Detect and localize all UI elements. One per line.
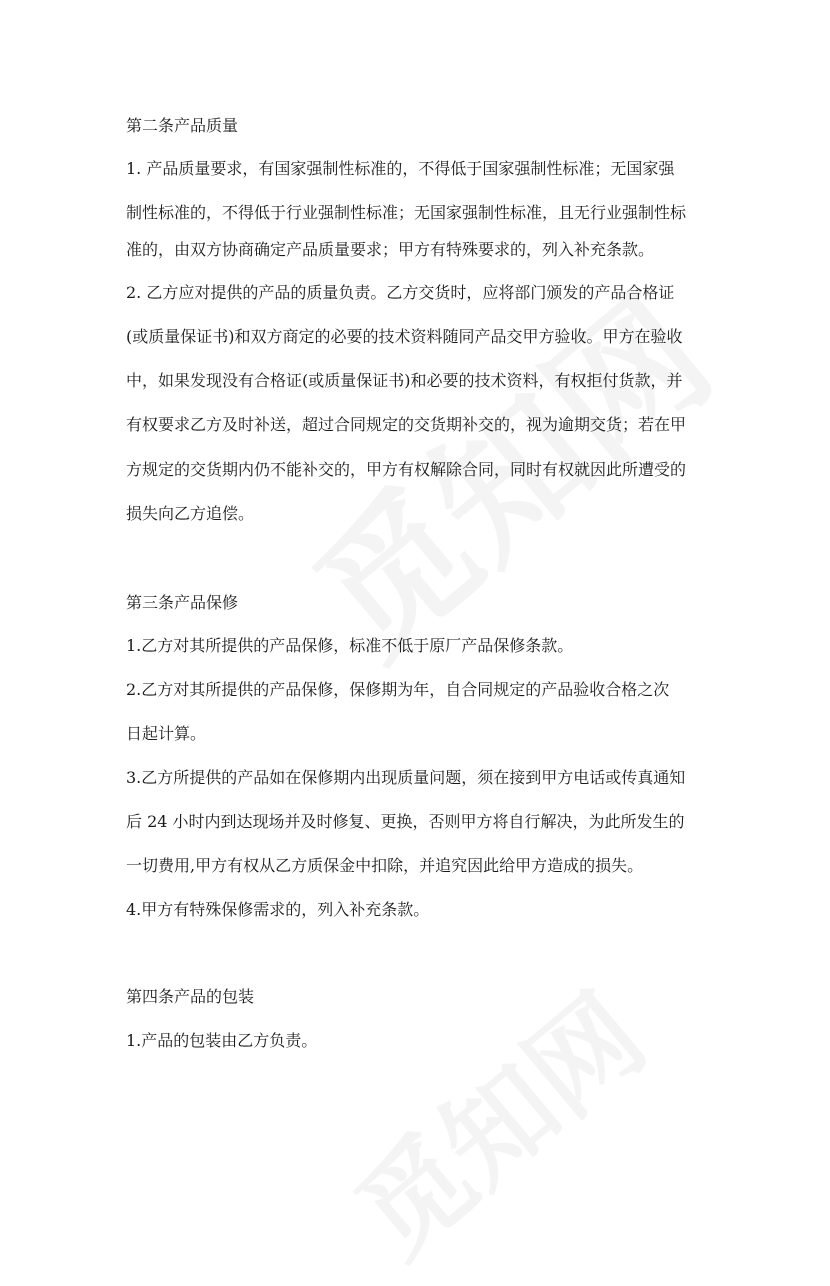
paragraph-line: 一切费用,甲方有权从乙方质保金中扣除，并追究因此给甲方造成的损失。 <box>126 856 644 875</box>
paragraph-line: 损失向乙方追偿。 <box>126 504 255 523</box>
paragraph-line: 准的，由双方协商确定产品质量要求；甲方有特殊要求的，列入补充条款。 <box>126 240 655 259</box>
paragraph-line: 后 24 小时内到达现场并及时修复、更换，否则甲方将自行解决，为此所发生的 <box>126 812 685 831</box>
paragraph-line: 1.乙方对其所提供的产品保修，标准不低于原厂产品保修条款。 <box>126 636 574 655</box>
paragraph-line: 3.乙方所提供的产品如在保修期内出现质量问题，须在接到甲方电话或传真通知 <box>126 768 686 787</box>
paragraph-line: 方规定的交货期内仍不能补交的，甲方有权解除合同，同时有权就因此所遭受的 <box>126 460 687 479</box>
paragraph-line: 2. 乙方应对提供的产品的质量负责。乙方交货时，应将部门颁发的产品合格证 <box>126 283 675 302</box>
paragraph-line: 制性标准的，不得低于行业强制性标准；无国家强制性标准，且无行业强制性标 <box>126 203 687 222</box>
section-heading: 第四条产品的包装 <box>126 987 255 1006</box>
paragraph-line: 2.乙方对其所提供的产品保修，保修期为年，自合同规定的产品验收合格之次 <box>126 680 670 699</box>
paragraph-line: 4.甲方有特殊保修需求的，列入补充条款。 <box>126 900 430 919</box>
paragraph-line: 中，如果发现没有合格证(或质量保证书)和必要的技术资料，有权拒付货款，并 <box>126 371 683 390</box>
watermark <box>318 952 672 1285</box>
paragraph-line: (或质量保证书)和双方商定的必要的技术资料随同产品交甲方验收。甲方在验收 <box>126 327 683 346</box>
paragraph-line: 1.产品的包装由乙方负责。 <box>126 1031 318 1050</box>
paragraph-line: 1. 产品质量要求，有国家强制性标准的，不得低于国家强制性标准；无国家强 <box>126 159 675 178</box>
section-heading: 第二条产品质量 <box>126 116 239 135</box>
section-heading: 第三条产品保修 <box>126 593 239 612</box>
paragraph-line: 有权要求乙方及时补送，超过合同规定的交货期补交的，视为逾期交货；若在甲 <box>126 415 687 434</box>
paragraph-line: 日起计算。 <box>126 724 207 743</box>
